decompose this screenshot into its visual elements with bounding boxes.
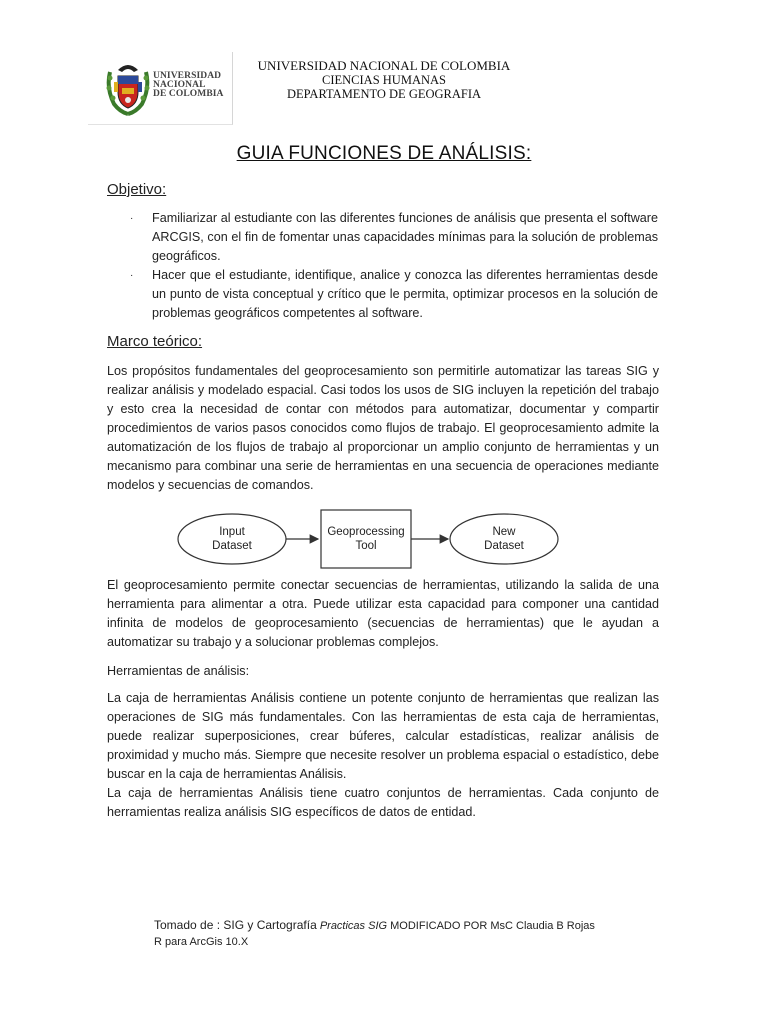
bullet-icon: · — [130, 213, 134, 224]
paragraph-4: La caja de herramientas Análisis tiene cuatro conjuntos de herramientas. Cada conjunto de herramientas realiza análisis SIG específicos de datos de entidad. — [107, 786, 659, 819]
list-item — [130, 209, 658, 266]
marco-heading: Marco teórico: — [107, 333, 203, 350]
coat-of-arms-icon — [104, 58, 152, 118]
tool-label-2: Tool — [355, 540, 377, 552]
footer-line-2: R para ArcGis 10.X — [154, 936, 249, 948]
department-name: DEPARTAMENTO DE GEOGRAFIA — [286, 87, 482, 101]
faculty-name: CIENCIAS HUMANAS — [322, 73, 446, 87]
university-logo — [88, 52, 233, 125]
paragraph-1: Los propósitos fundamentales del geoprocesamiento son permitirle automatizar las tareas SIG y realizar análisis y modelado espacial. Casi todos los usos de SIG incluyen la repetición del trabajo y esto crea la necesidad de contar con métodos para automatizar, documentar y compartir procedimientos de varios pasos conocidos como flujos de trabajo. El geoprocesamiento admite la automatización de los flujos de trabajo al proporcionar un amplio conjunto de herramientas y un mecanismo para combinar una serie de herramientas en una secuencia de operaciones mediante modelos y secuencias de comandos. — [107, 364, 659, 492]
footer — [154, 917, 595, 950]
bullet-icon: · — [130, 270, 134, 281]
footer-italic: Practicas SIG — [319, 920, 388, 932]
list-item-text: Hacer que el estudiante, identifique, analice y conozca las diferentes herramientas desde un punto de vista conceptual y crítico que le permita, optimizar procesos en la solución de problemas geográficos competentes al software. — [152, 268, 658, 320]
footer-prefix: Tomado de : SIG y Cartografía — [154, 918, 317, 932]
input-label-2: Dataset — [212, 540, 252, 552]
output-label-1: New — [492, 526, 516, 538]
logo-text — [153, 72, 224, 99]
objetivo-list — [130, 209, 658, 323]
tool-label-1: Geoprocessing — [327, 526, 405, 538]
paragraph-2: El geoprocesamiento permite conectar secuencias de herramientas, utilizando la salida de una herramienta para alimentar a otra. Puede utilizar esta capacidad para componer una cantidad infinita de modelos de geoprocesamiento (secuencias de herramientas) que le ayudan a automatizar su trabajo y a solucionar problemas complejos. — [107, 578, 659, 649]
geoprocessing-diagram — [176, 508, 592, 578]
logo-text-line-3: DE COLOMBIA — [153, 89, 224, 99]
logo-text-line-1: UNIVERSIDAD — [153, 71, 222, 81]
tool-shape — [321, 510, 411, 568]
university-name: UNIVERSIDAD NACIONAL DE COLOMBIA — [257, 58, 511, 73]
objetivo-heading: Objetivo: — [107, 181, 167, 198]
header-titles — [234, 58, 534, 101]
page-title: GUIA FUNCIONES DE ANÁLISIS: — [236, 143, 532, 164]
logo-text-line-2: NACIONAL — [153, 80, 206, 90]
subheading-herramientas: Herramientas de análisis: — [107, 664, 250, 678]
list-item-text: Familiarizar al estudiante con las diferentes funciones de análisis que presenta el software ARCGIS, con el fin de fomentar unas capacidades mínimas para la solución de problemas geográficos. — [152, 211, 658, 263]
output-dataset-shape — [450, 514, 558, 564]
output-label-2: Dataset — [484, 540, 524, 552]
paragraph-3: La caja de herramientas Análisis contiene un potente conjunto de herramientas que realizan las operaciones de SIG más fundamentales. Con las herramientas de esta caja de herramientas, puede realizar superposiciones, crear búferes, calcular estadísticas, realizar análisis de proximidad y mucho más. Siempre que necesite resolver un problema espacial o estadístico, debe buscar en la caja de herramientas Análisis. — [107, 691, 659, 781]
list-item — [130, 266, 658, 323]
input-dataset-shape — [178, 514, 286, 564]
footer-suffix: MODIFICADO POR MsC Claudia B Rojas — [390, 920, 595, 932]
input-label-1: Input — [219, 526, 245, 538]
